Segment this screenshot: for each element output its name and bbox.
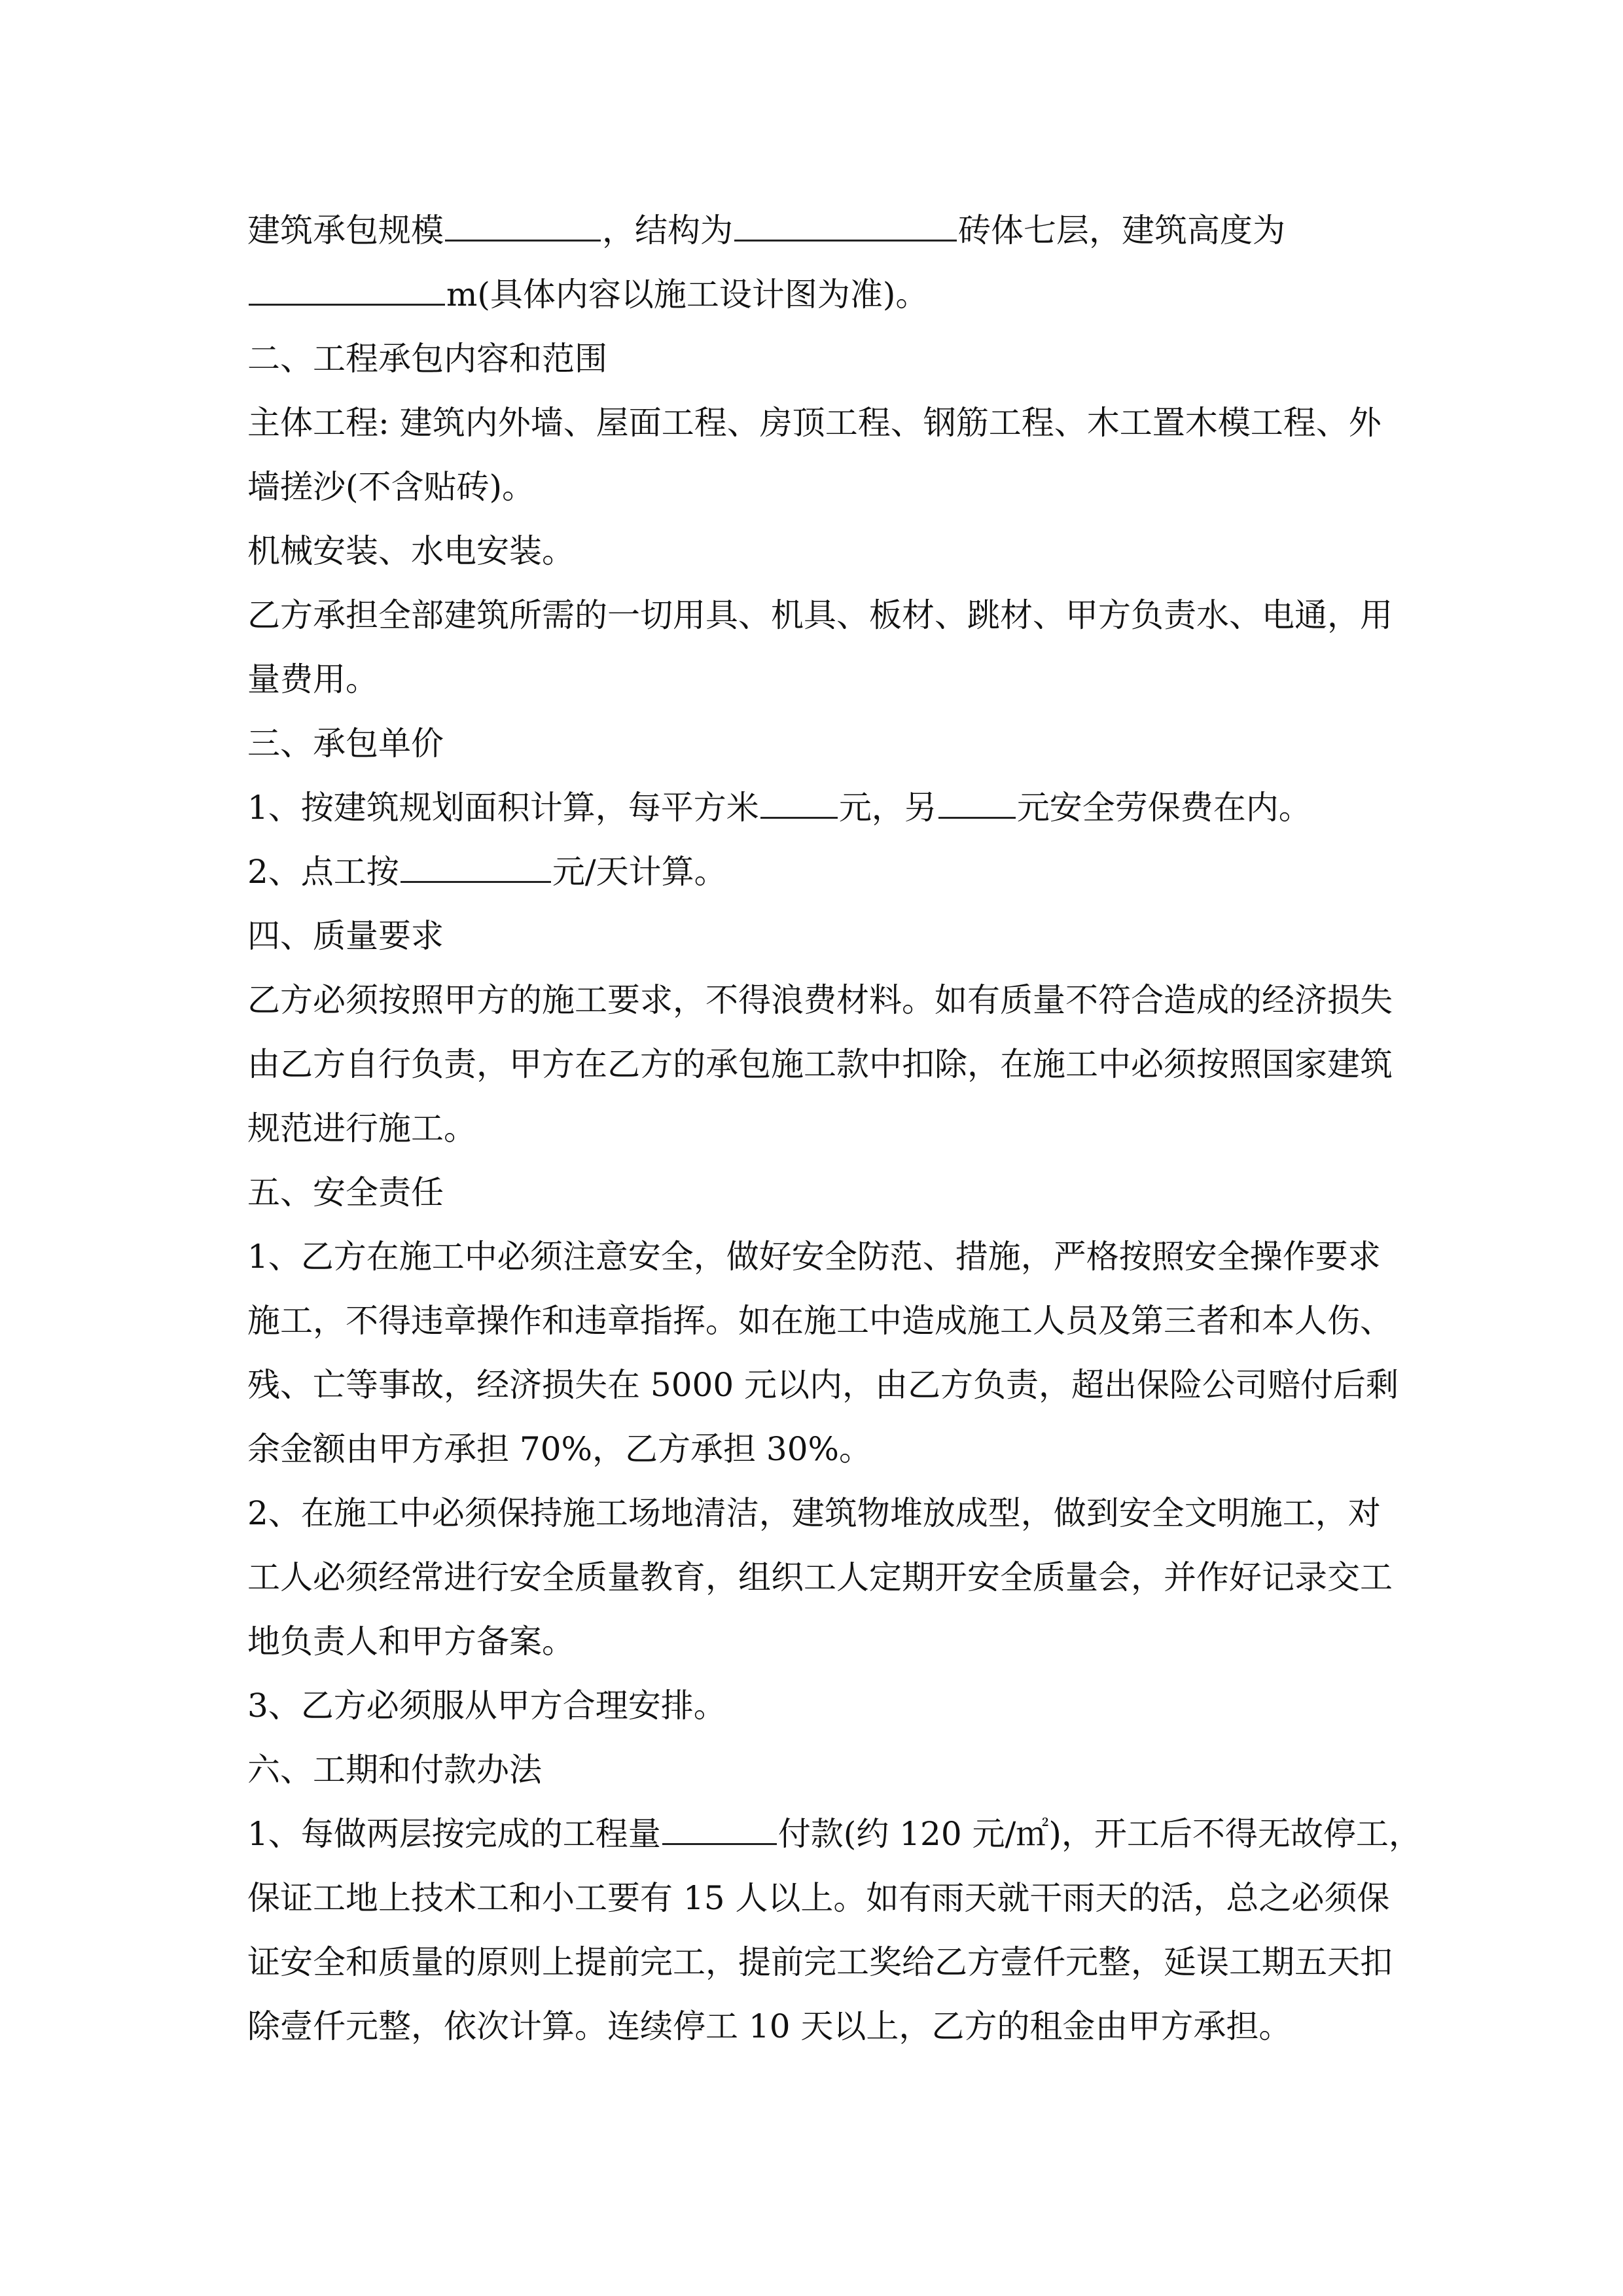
paragraph-line: 除壹仟元整，依次计算。连续停工 10 天以上，乙方的租金由甲方承担。 [247, 2007, 1292, 2045]
paragraph-line [247, 1802, 1421, 1866]
text-run: ，结构为 [602, 211, 733, 249]
paragraph-line [247, 262, 1399, 327]
section-heading-2: 二、工程承包内容和范围 [247, 340, 607, 378]
text-run: 1、按建筑规划面积计算，每平方米 [247, 789, 759, 827]
text-run: 元，另 [838, 789, 937, 827]
blank-height[interactable] [249, 270, 445, 306]
section-heading-3: 三、承包单价 [247, 725, 444, 762]
paragraph-line: 残、亡等事故，经济损失在 5000 元以内，由乙方负责，超出保险公司赔付后剩 [247, 1366, 1399, 1404]
text-run: 付款(约 120 元/㎡)，开工后不得无故停工， [777, 1815, 1421, 1853]
blank-unit-price[interactable] [760, 783, 838, 819]
text-run: 元/天计算。 [552, 853, 727, 891]
paragraph-line: 主体工程: 建筑内外墙、屋面工程、房顶工程、钢筋工程、木工置木模工程、外 [247, 404, 1382, 442]
paragraph-line: 机械安装、水电安装。 [247, 532, 575, 570]
paragraph-line: 证安全和质量的原则上提前完工，提前完工奖给乙方壹仟元整，延误工期五天扣 [247, 1943, 1393, 1981]
paragraph-line [247, 198, 1399, 262]
paragraph-line: 1、乙方在施工中必须注意安全，做好安全防范、措施，严格按照安全操作要求 [247, 1238, 1381, 1276]
text-run: 建筑承包规模 [247, 211, 444, 249]
paragraph-line: 由乙方自行负责，甲方在乙方的承包施工款中扣除，在施工中必须按照国家建筑 [247, 1045, 1393, 1083]
blank-safety-fee[interactable] [938, 783, 1016, 819]
section-heading-6: 六、工期和付款办法 [247, 1751, 542, 1789]
paragraph-line: 墙搓沙(不含贴砖)。 [247, 468, 535, 506]
blank-day-rate[interactable] [401, 847, 551, 883]
paragraph-line: 乙方必须按照甲方的施工要求，不得浪费材料。如有质量不符合造成的经济损失 [247, 981, 1393, 1019]
paragraph-line: 余金额由甲方承担 70%，乙方承担 30%。 [247, 1430, 872, 1468]
paragraph-line [247, 840, 1399, 904]
text-run: 砖体七层，建筑高度为 [958, 211, 1285, 249]
text-run: m(具体内容以施工设计图为准)。 [446, 276, 929, 314]
blank-work-amount[interactable] [662, 1809, 777, 1845]
section-heading-5: 五、安全责任 [247, 1174, 444, 1211]
document-body [247, 198, 1421, 2058]
paragraph-line: 地负责人和甲方备案。 [247, 1623, 575, 1660]
paragraph-line: 施工，不得违章操作和违章指挥。如在施工中造成施工人员及第三者和本人伤、 [247, 1302, 1393, 1340]
blank-scale[interactable] [445, 206, 601, 242]
section-heading-4: 四、质量要求 [247, 917, 444, 955]
paragraph-line: 规范进行施工。 [247, 1109, 476, 1147]
paragraph-line: 量费用。 [247, 660, 378, 698]
paragraph-line [247, 776, 1399, 840]
blank-structure[interactable] [734, 206, 957, 242]
paragraph-line: 乙方承担全部建筑所需的一切用具、机具、板材、跳材、甲方负责水、电通，用 [247, 596, 1393, 634]
text-run: 元安全劳保费在内。 [1016, 789, 1311, 827]
text-run: 1、每做两层按完成的工程量 [247, 1815, 661, 1853]
paragraph-line: 2、在施工中必须保持施工场地清洁，建筑物堆放成型，做到安全文明施工，对 [247, 1494, 1381, 1532]
text-run: 2、点工按 [247, 853, 399, 891]
paragraph-line: 工人必须经常进行安全质量教育，组织工人定期开安全质量会，并作好记录交工 [247, 1558, 1393, 1596]
paragraph-line: 保证工地上技术工和小工要有 15 人以上。如有雨天就干雨天的活，总之必须保 [247, 1879, 1390, 1917]
paragraph-line: 3、乙方必须服从甲方合理安排。 [247, 1687, 726, 1725]
